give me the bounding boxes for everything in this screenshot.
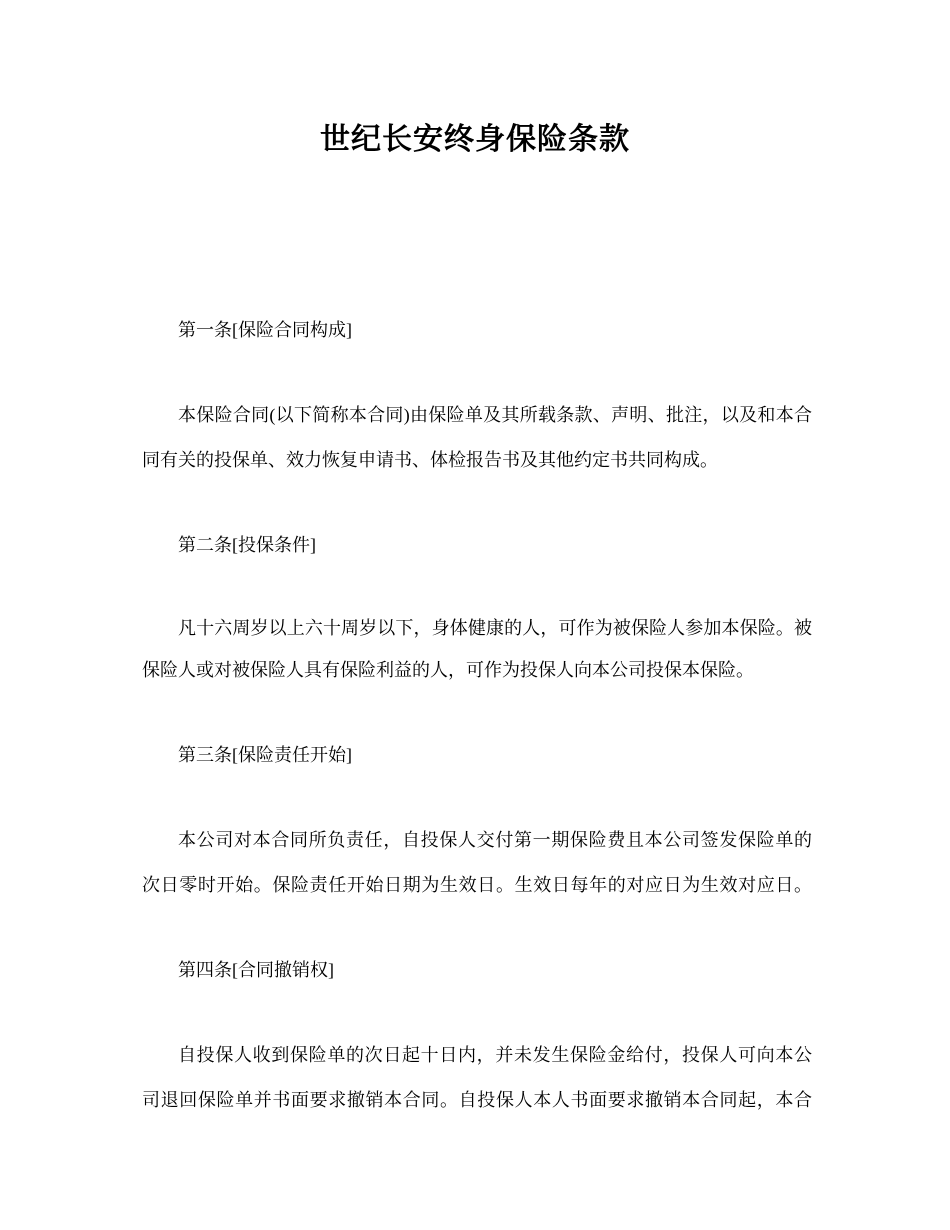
paragraph-line: 自投保人收到保险单的次日起十日内，并未发生保险金给付，投保人可向本公	[178, 1045, 812, 1065]
paragraph-line: 本公司对本合同所负责任，自投保人交付第一期保险费且本公司签发保险单的	[178, 830, 812, 850]
section-heading: 第三条[保险责任开始]	[178, 745, 352, 765]
paragraph-line: 本保险合同(以下简称本合同)由保险单及其所载条款、声明、批注，以及和本合	[178, 405, 812, 425]
document-title: 世纪长安终身保险条款	[320, 123, 630, 156]
paragraph-line: 次日零时开始。保险责任开始日期为生效日。生效日每年的对应日为生效对应日。	[142, 875, 812, 895]
paragraph-line: 保险人或对被保险人具有保险利益的人，可作为投保人向本公司投保本保险。	[142, 660, 754, 680]
paragraph-line: 同有关的投保单、效力恢复申请书、体检报告书及其他约定书共同构成。	[142, 450, 718, 470]
paragraph-line: 凡十六周岁以上六十周岁以下，身体健康的人，可作为被保险人参加本保险。被	[178, 618, 812, 638]
section-heading: 第一条[保险合同构成]	[178, 320, 352, 340]
paragraph-line: 司退回保险单并书面要求撤销本合同。自投保人本人书面要求撤销本合同起，本合	[142, 1090, 812, 1110]
section-heading: 第二条[投保条件]	[178, 535, 316, 555]
section-heading: 第四条[合同撤销权]	[178, 960, 334, 980]
